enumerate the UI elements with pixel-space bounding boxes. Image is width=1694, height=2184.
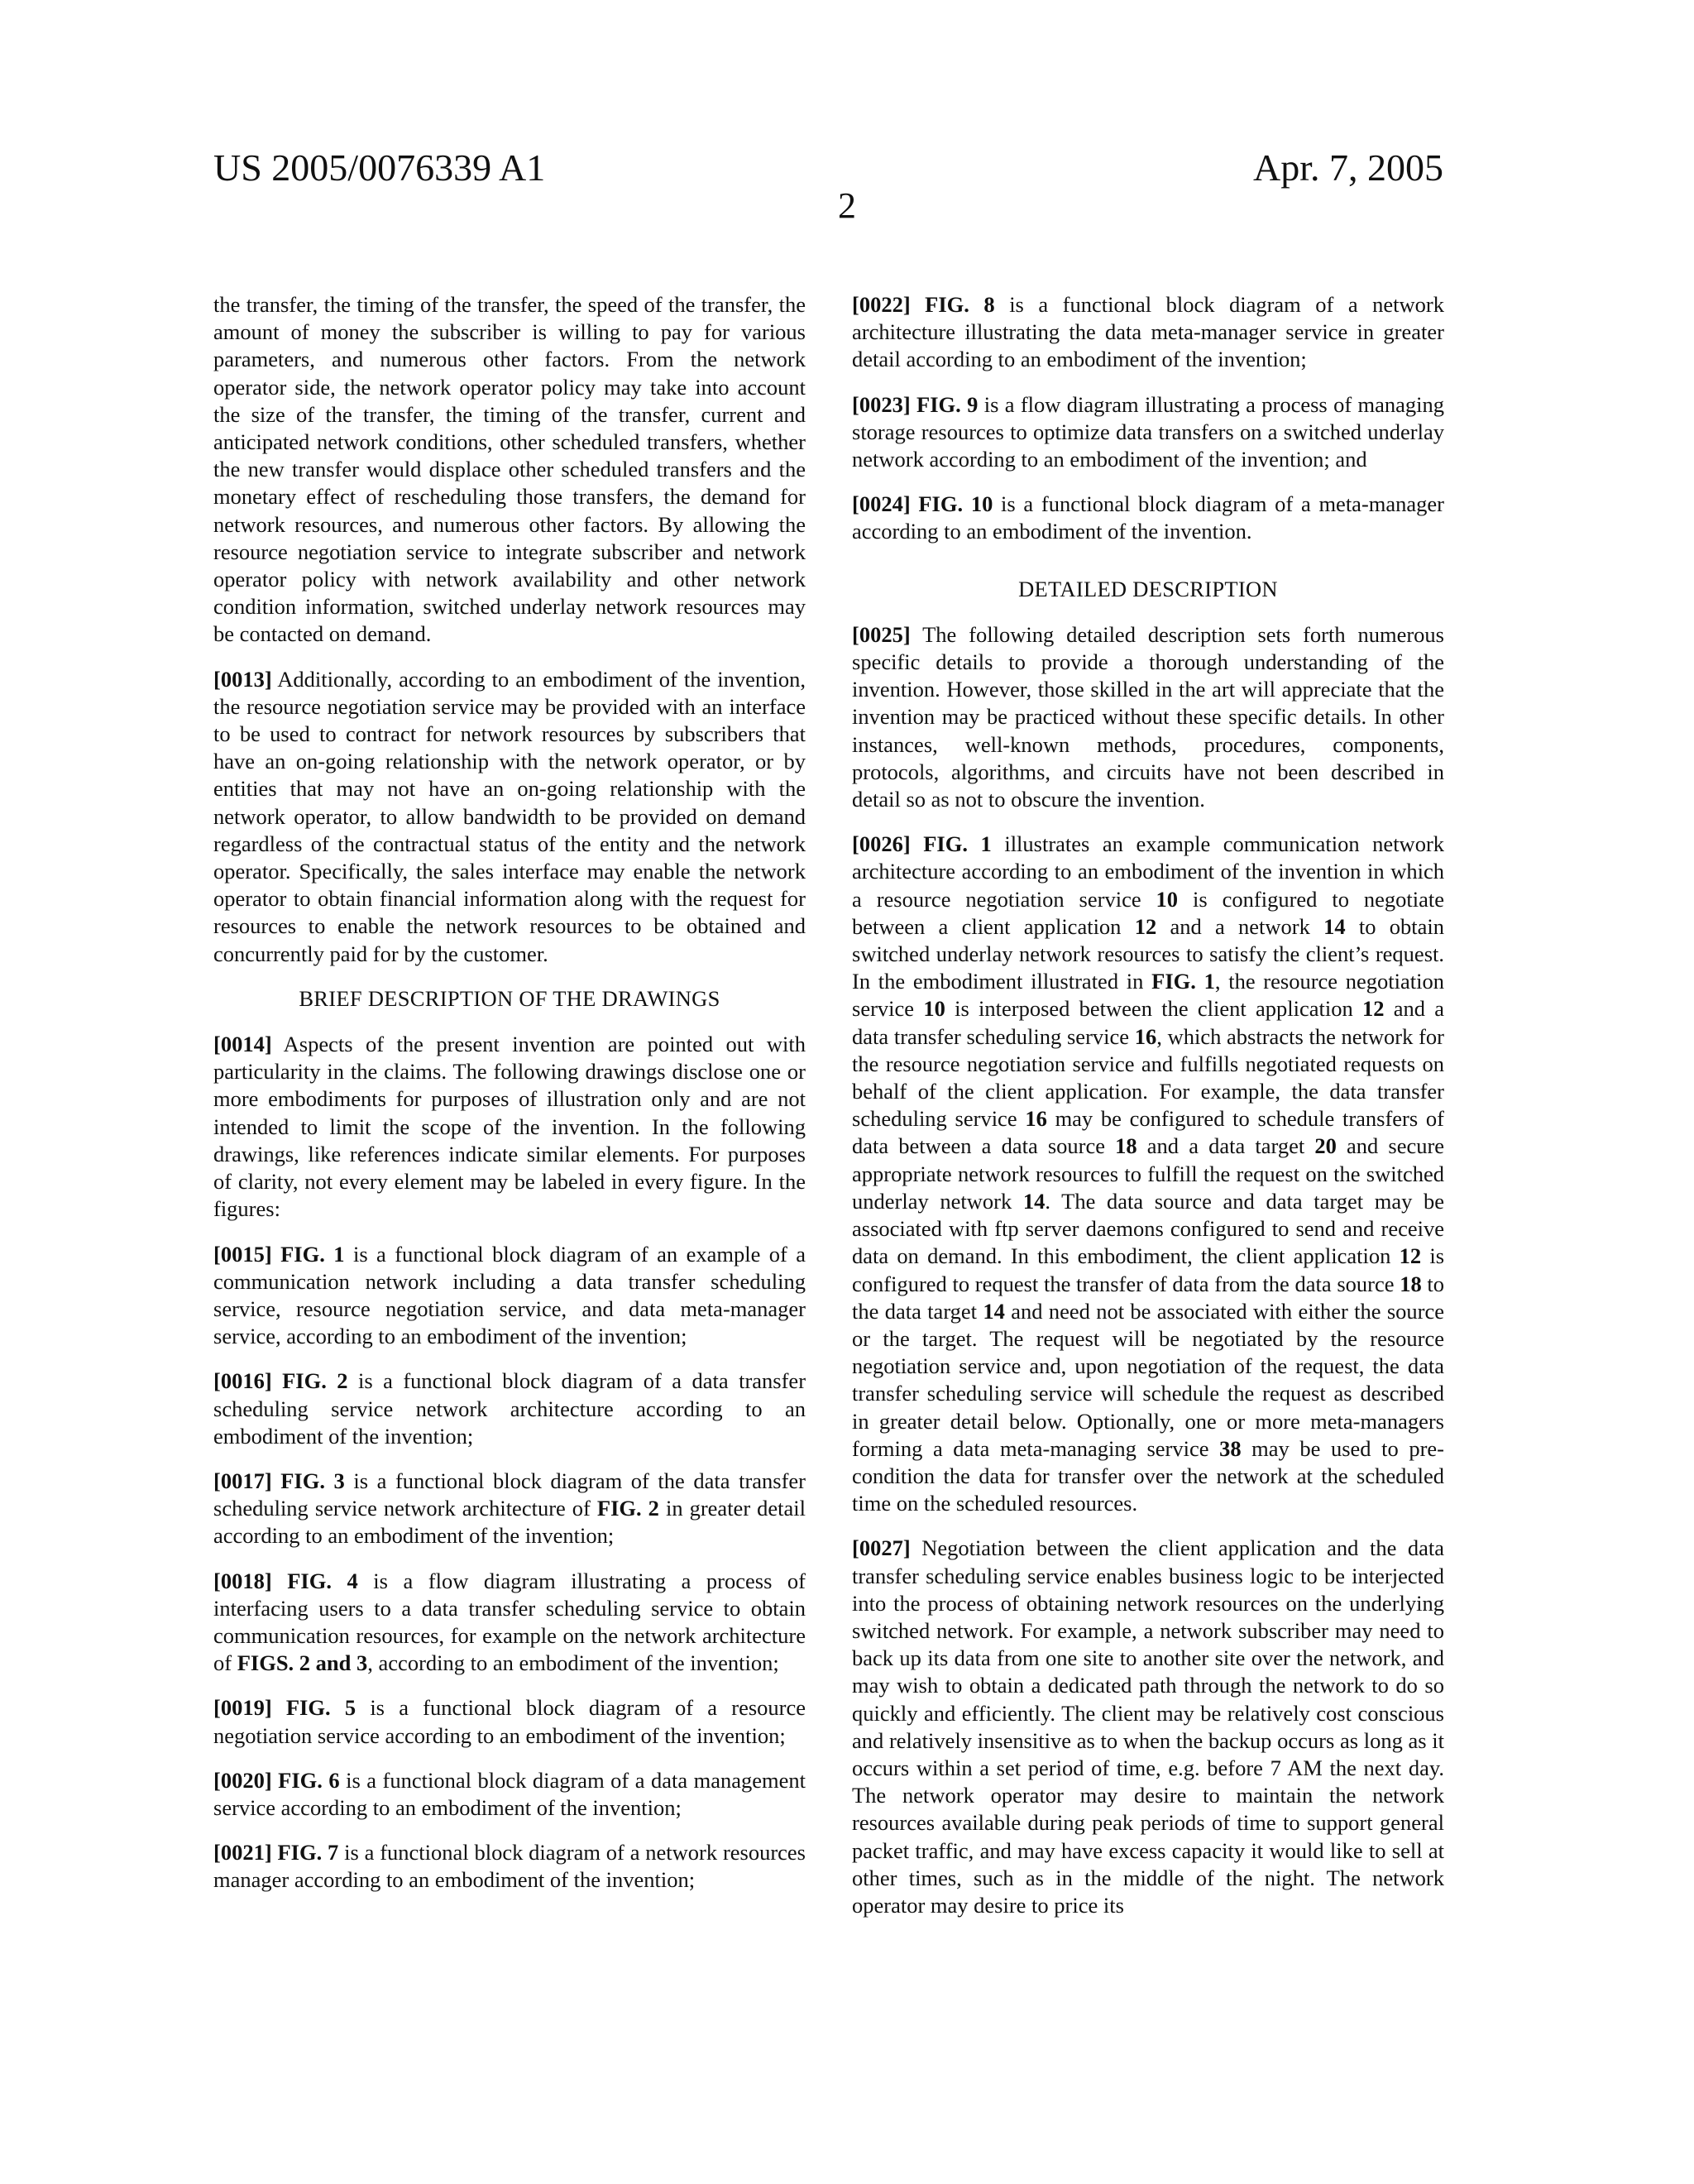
figure-reference: FIG. 1 [923,831,992,857]
publication-date: Apr. 7, 2005 [1253,146,1443,189]
figure-reference: FIG. 1 [1151,969,1215,994]
paragraph-0016 [213,1367,806,1450]
paragraph-text: and a data transfer scheduling service [852,996,1445,1049]
right-column [852,291,1444,1937]
paragraph-number: [0022] [852,292,911,317]
reference-numeral: 14 [983,1298,1005,1324]
reference-numeral: 14 [1323,913,1346,939]
reference-numeral: 14 [1022,1188,1046,1214]
paragraph-text: may be used to pre-condition the data for transfer over the network at the scheduled time on the scheduled resources. [852,1435,1445,1516]
figure-reference: FIG. 6 [278,1767,340,1793]
figure-reference: FIG. 4 [287,1568,358,1593]
paragraph-text: is a functional block diagram of the data transfer scheduling service network architecture of [213,1468,806,1521]
paragraph-number: [0019] [213,1695,272,1721]
paragraph-text: is configured to negotiate between a client application [852,886,1445,939]
paragraph-text: the transfer, the timing of the transfer, the speed of the transfer, the amount of money the subscriber is willing to pay for various parameters, and numerous other factors. From the network operator side, the network operator policy may take into account the size of the transfer, the timing of the transfer, current and anticipated network conditions, other scheduled transfers, whether the new transfer would displace other scheduled transfers and the monetary effect of rescheduling those transfers, the demand for network resources, and numerous other factors. By allowing the resource negotiation service to integrate subscriber and network operator policy with network availability and other network condition information, switched underlay network resources may be contacted on demand. [213,292,806,647]
figure-reference: FIG. 9 [916,391,979,417]
paragraph-text: is a functional block diagram of a data transfer scheduling service network architecture according to an embodiment of the invention; [213,1368,806,1449]
paragraph-0018 [213,1568,806,1678]
page-number: 2 [838,185,856,226]
paragraph-0013 [213,666,806,968]
paragraph-number: [0027] [852,1535,911,1561]
paragraph-0015 [213,1241,806,1351]
paragraph-text: and need not be associated with either the source or the target. The request will be negotiated by the resource negotiation service and, upon negotiation of the request, the data transfer scheduling service will schedule the request as described in greater detail below. Optionally, one or more meta-managers forming a data meta-managing service [852,1298,1445,1461]
paragraph-text: to obtain switched underlay network resources to satisfy the client’s request. In the embodiment illustrated in [852,913,1445,994]
paragraph-continued [213,291,806,649]
left-column [213,291,806,1912]
patent-number: US 2005/0076339 A1 [213,146,546,189]
figure-reference: FIG. 1 [280,1241,345,1267]
paragraph-0020 [213,1767,806,1822]
figure-reference: FIG. 7 [277,1840,339,1866]
paragraph-number: [0015] [213,1241,272,1267]
paragraph-text: and a data target [1146,1133,1305,1159]
paragraph-number: [0020] [213,1767,272,1793]
reference-numeral: 18 [1115,1133,1137,1159]
figure-reference: FIG. 8 [925,292,995,317]
paragraph-number: [0016] [213,1368,272,1394]
paragraph-number: [0025] [852,621,911,647]
paragraph-0026 [852,831,1444,1517]
paragraph-text: is a flow diagram illustrating a process of managing storage resources to optimize data transfers on a switched underlay network according to an embodiment of the invention; and [852,391,1444,472]
section-heading-detailed-description: DETAILED DESCRIPTION [1018,576,1278,601]
paragraph-0027 [852,1535,1444,1919]
paragraph-text: is a functional block diagram of a data management service according to an embodiment of the invention; [213,1767,806,1820]
reference-numeral: 12 [1399,1243,1422,1269]
section-heading-drawings: BRIEF DESCRIPTION OF THE DRAWINGS [299,985,720,1011]
reference-numeral: 12 [1134,913,1157,939]
paragraph-text: , according to an embodiment of the invention; [367,1650,779,1676]
reference-numeral: 10 [923,996,945,1022]
paragraph-text: Aspects of the present invention are pointed out with particularity in the claims. The following drawings disclose one or more embodiments for purposes of illustration only and are not intended to limit the scope of the invention. In the following drawings, like references indicate similar elements. For purposes of clarity, not every element may be labeled in every figure. In the figures: [213,1032,806,1222]
paragraph-text: illustrates an example communication network architecture according to an embodiment of the invention in which a resource negotiation service [852,831,1445,912]
paragraph-number: [0014] [213,1032,272,1057]
reference-numeral: 12 [1361,996,1385,1022]
paragraph-0024 [852,491,1444,545]
paragraph-0023 [852,391,1444,474]
paragraph-0021 [213,1839,806,1894]
paragraph-0022 [852,291,1444,374]
figure-reference: FIG. 2 [596,1496,659,1521]
reference-numeral: 18 [1400,1271,1422,1296]
paragraph-text: in greater detail according to an embodiment of the invention; [213,1496,806,1549]
figure-reference: FIG. 5 [285,1695,357,1721]
figure-reference: FIG. 3 [280,1468,345,1493]
paragraph-text: , the resource negotiation service [852,969,1444,1022]
paragraph-text: is a functional block diagram of a meta-manager according to an embodiment of the invention. [852,491,1444,544]
paragraph-text: , which abstracts the network for the resource negotiation service and fulfills negotiated requests on behalf of the client application. For example, the data transfer scheduling service [852,1023,1444,1132]
paragraph-text: is interposed between the client application [955,996,1353,1022]
paragraph-number: [0018] [213,1568,272,1593]
paragraph-text: is a flow diagram illustrating a process of interfacing users to a data transfer scheduling service to obtain communication resources, for example on the network architecture of [213,1568,806,1676]
paragraph-text: is a functional block diagram of a network resources manager according to an embodiment of the invention; [213,1840,806,1893]
reference-numeral: 10 [1156,886,1179,912]
paragraph-text: is a functional block diagram of a network architecture illustrating the data meta-manager service in greater detail according to an embodiment of the invention; [852,292,1444,372]
paragraph-text: to the data target [852,1271,1444,1324]
paragraph-number: [0023] [852,391,911,417]
paragraph-text: . The data source and data target may be associated with ftp server daemons configured to send and receive data on demand. In this embodiment, the client application [852,1188,1444,1269]
reference-numeral: 20 [1314,1133,1337,1159]
paragraph-text: The following detailed description sets forth numerous specific details to provide a thorough understanding of the invention. However, those skilled in the art will appreciate that the invention may be practiced without these specific details. In other instances, well-known methods, procedures, components, protocols, algorithms, and circuits have not been described in detail so as not to obscure the invention. [852,621,1444,812]
paragraph-number: [0026] [852,831,911,857]
paragraph-text: and secure appropriate network resources to fulfill the request on the switched underlay network [852,1133,1445,1214]
paragraph-text: is a functional block diagram of a resource negotiation service according to an embodiment of the invention; [213,1695,806,1748]
figure-reference: FIG. 2 [282,1368,348,1394]
paragraph-0025 [852,621,1444,813]
paragraph-text: Additionally, according to an embodiment of the invention, the resource negotiation service may be provided with an interface to be used to contract for network resources by subscribers that have an on-going relationship with the network operator, or by entities that may not have an on-going relationship with the network operator, to allow bandwidth to be provided on demand regardless of the contractual status of the entity and the network operator. Specifically, the sales interface may enable the network operator to obtain financial information along with the request for resources to enable the network resources to be obtained and concurrently paid for by the customer. [213,666,806,966]
paragraph-0014 [213,1031,806,1223]
paragraph-number: [0013] [213,666,272,692]
figure-reference: FIG. 10 [918,491,993,517]
paragraph-0017 [213,1468,806,1550]
paragraph-number: [0021] [213,1840,272,1866]
paragraph-text: and a network [1170,913,1310,939]
reference-numeral: 16 [1134,1023,1157,1049]
paragraph-number: [0017] [213,1468,272,1493]
paragraph-text: is configured to request the transfer of data from the data source [852,1243,1445,1296]
paragraph-0019 [213,1694,806,1749]
reference-numeral: 38 [1219,1435,1242,1461]
figure-reference: FIGS. 2 and 3 [237,1650,368,1676]
reference-numeral: 16 [1025,1106,1047,1132]
paragraph-text: is a functional block diagram of an example of a communication network including a data transfer scheduling service, resource negotiation service, and data meta-manager service, according to an embodiment of the invention; [213,1241,806,1349]
paragraph-text: may be configured to schedule transfers of data between a data source [852,1106,1445,1159]
paragraph-number: [0024] [852,491,911,517]
paragraph-text: Negotiation between the client application and the data transfer scheduling service enables business logic to be interjected into the process of obtaining network resources on the underlying switched network. For example, a network subscriber may need to back up its data from one site to another site over the network, and may wish to obtain a dedicated path through the network to do so quickly and efficiently. The client may be relatively cost conscious and relatively insensitive as to when the backup occurs as long as it occurs within a set period of time, e.g. before 7 AM the next day. The network operator may desire to maintain the network resources available during peak periods of time to support general packet traffic, and may have excess capacity it would like to sell at other times, such as in the middle of the night. The network operator may desire to price its [852,1535,1444,1918]
